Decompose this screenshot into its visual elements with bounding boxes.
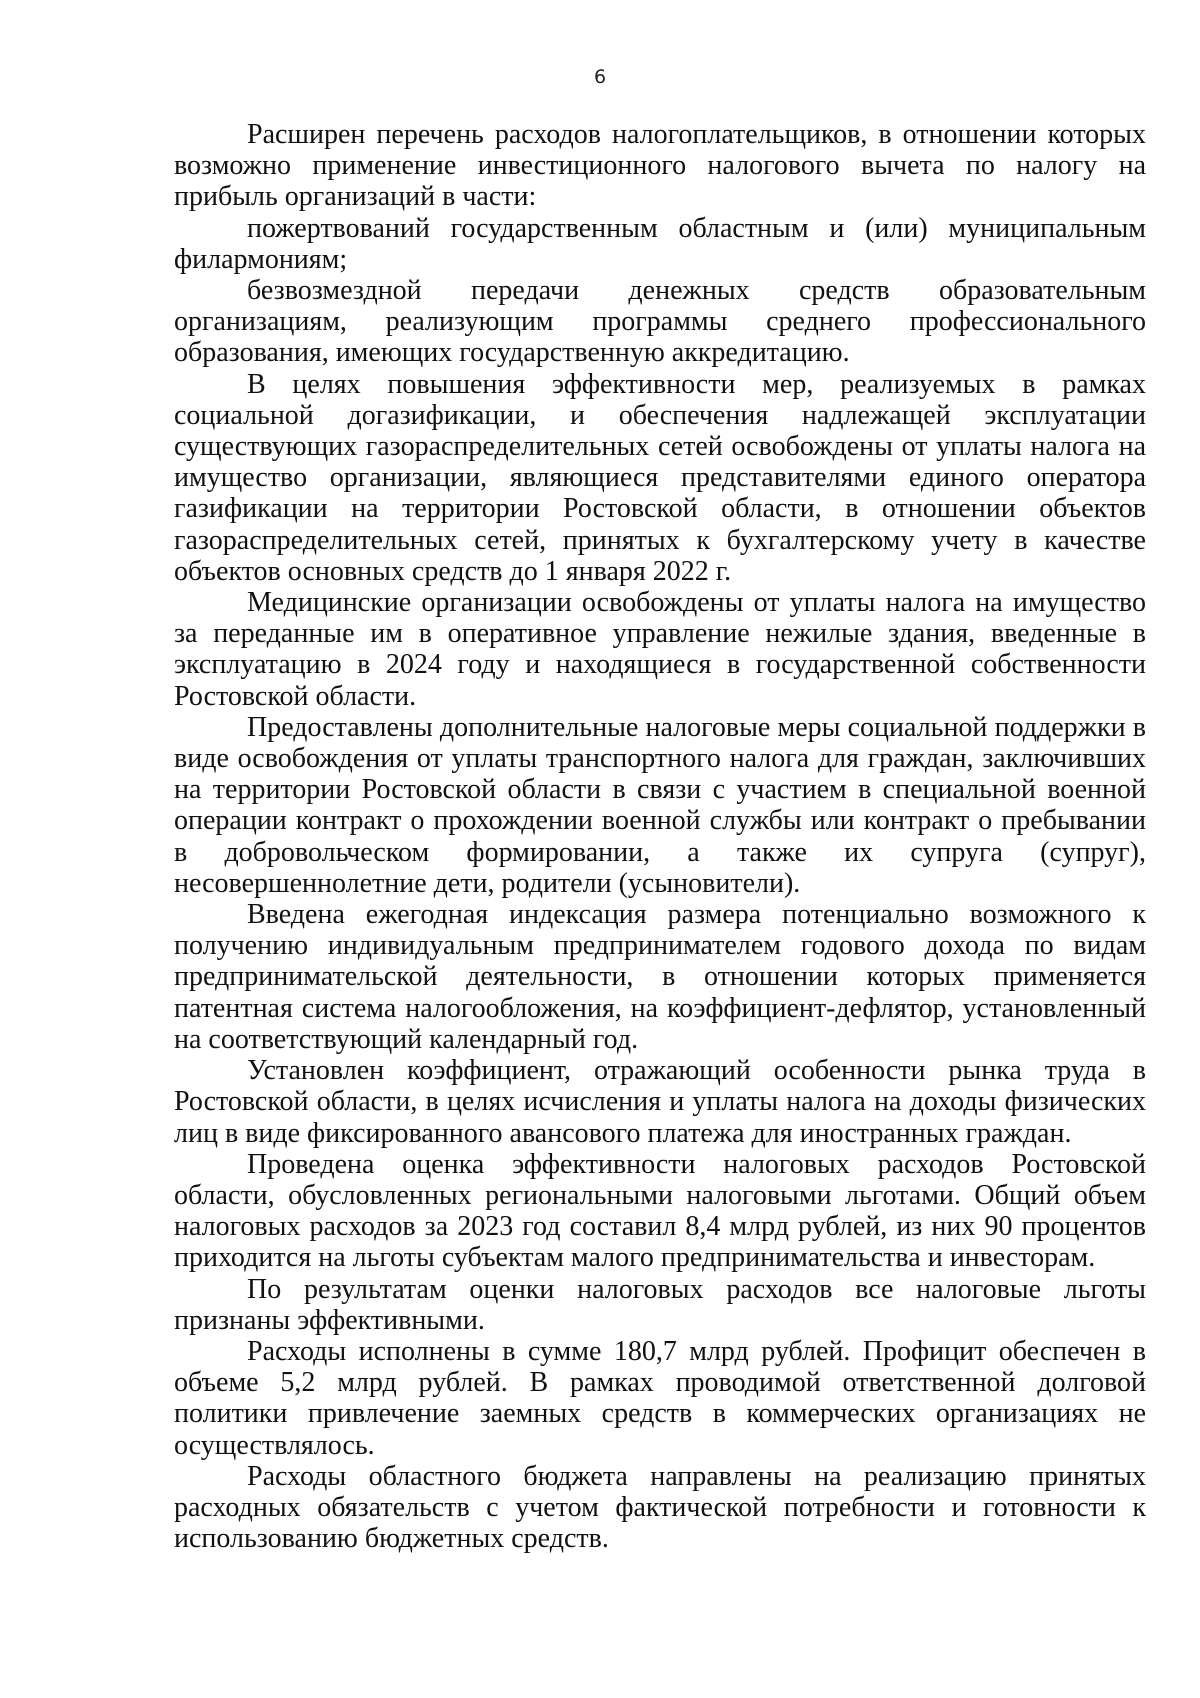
paragraph-philharmonic-donations: пожертвований государственным областным и (или) муниципальным филармониям; [174, 212, 1146, 275]
paragraph-medical-exemption: Медицинские организации освобождены от уплаты налога на имущество за переданные им в оперативное управление нежилые здания, введенные в эксплуатацию в 2024 году и находящиеся в государственной собственности Ростовской области. [174, 587, 1146, 712]
paragraph-tax-expenditure-evaluation: Проведена оценка эффективности налоговых расходов Ростовской области, обусловленных региональными налоговыми льготами. Общий объем налоговых расходов за 2023 год составил 8,4 млрд рублей, из них 90 процентов приходится на льготы субъектам малого предпринимательства и инвесторам. [174, 1148, 1146, 1274]
paragraph-expenditure-surplus: Расходы исполнены в сумме 180,7 млрд рублей. Профицит обеспечен в объеме 5,2 млрд рублей. В рамках проводимой ответственной долговой политики привлечение заемных средств в коммерческих организациях не осуществлялось. [174, 1335, 1146, 1461]
paragraph-education-transfers: безвозмездной передачи денежных средств образовательным организациям, реализующим программы среднего профессионального образования, имеющих государственную аккредитацию. [174, 275, 1146, 369]
paragraph-labor-market-coefficient: Установлен коэффициент, отражающий особенности рынка труда в Ростовской области, в целях исчисления и уплаты налога на доходы физических лиц в виде фиксированного авансового платежа для иностранных граждан. [174, 1055, 1146, 1149]
paragraph-transport-tax-support: Предоставлены дополнительные налоговые меры социальной поддержки в виде освобождения от уплаты транспортного налога для граждан, заключивших на территории Ростовской области в связи с участием в специальной военной операции контракт о прохождении военной службы или контракт о пребывании в добровольческом формировании, а также их супруга (супруг), несовершеннолетние дети, родители (усыновители). [174, 711, 1146, 899]
paragraph-investment-deduction: Расширен перечень расходов налогоплательщиков, в отношении которых возможно применение инвестиционного налогового вычета по налогу на прибыль организаций в части: [174, 119, 1146, 213]
paragraph-gasification-exemption: В целях повышения эффективности мер, реализуемых в рамках социальной догазификации, и обеспечения надлежащей эксплуатации существующих газораспределительных сетей освобождены от уплаты налога на имущество организации, являющиеся представителями единого оператора газификации на территории Ростовской области, в отношении объектов газораспределительных сетей, принятых к бухгалтерскому учету в качестве объектов основных средств до 1 января 2022 г. [174, 368, 1146, 587]
paragraph-budget-obligations: Расходы областного бюджета направлены на реализацию принятых расходных обязательств с учетом фактической потребности и готовности к использованию бюджетных средств. [174, 1460, 1146, 1555]
page-number: 6 [593, 66, 607, 88]
paragraph-benefits-effective: По результатам оценки налоговых расходов все налоговые льготы признаны эффективными. [174, 1273, 1146, 1336]
paragraph-patent-indexation: Введена ежегодная индексация размера потенциально возможного к получению индивидуальным предпринимателем годового дохода по видам предпринимательской деятельности, в отношении которых применяется патентная система налогообложения, на коэффициент-дефлятор, установленный на соответствующий календарный год. [174, 899, 1146, 1055]
document-body [174, 119, 1146, 1554]
